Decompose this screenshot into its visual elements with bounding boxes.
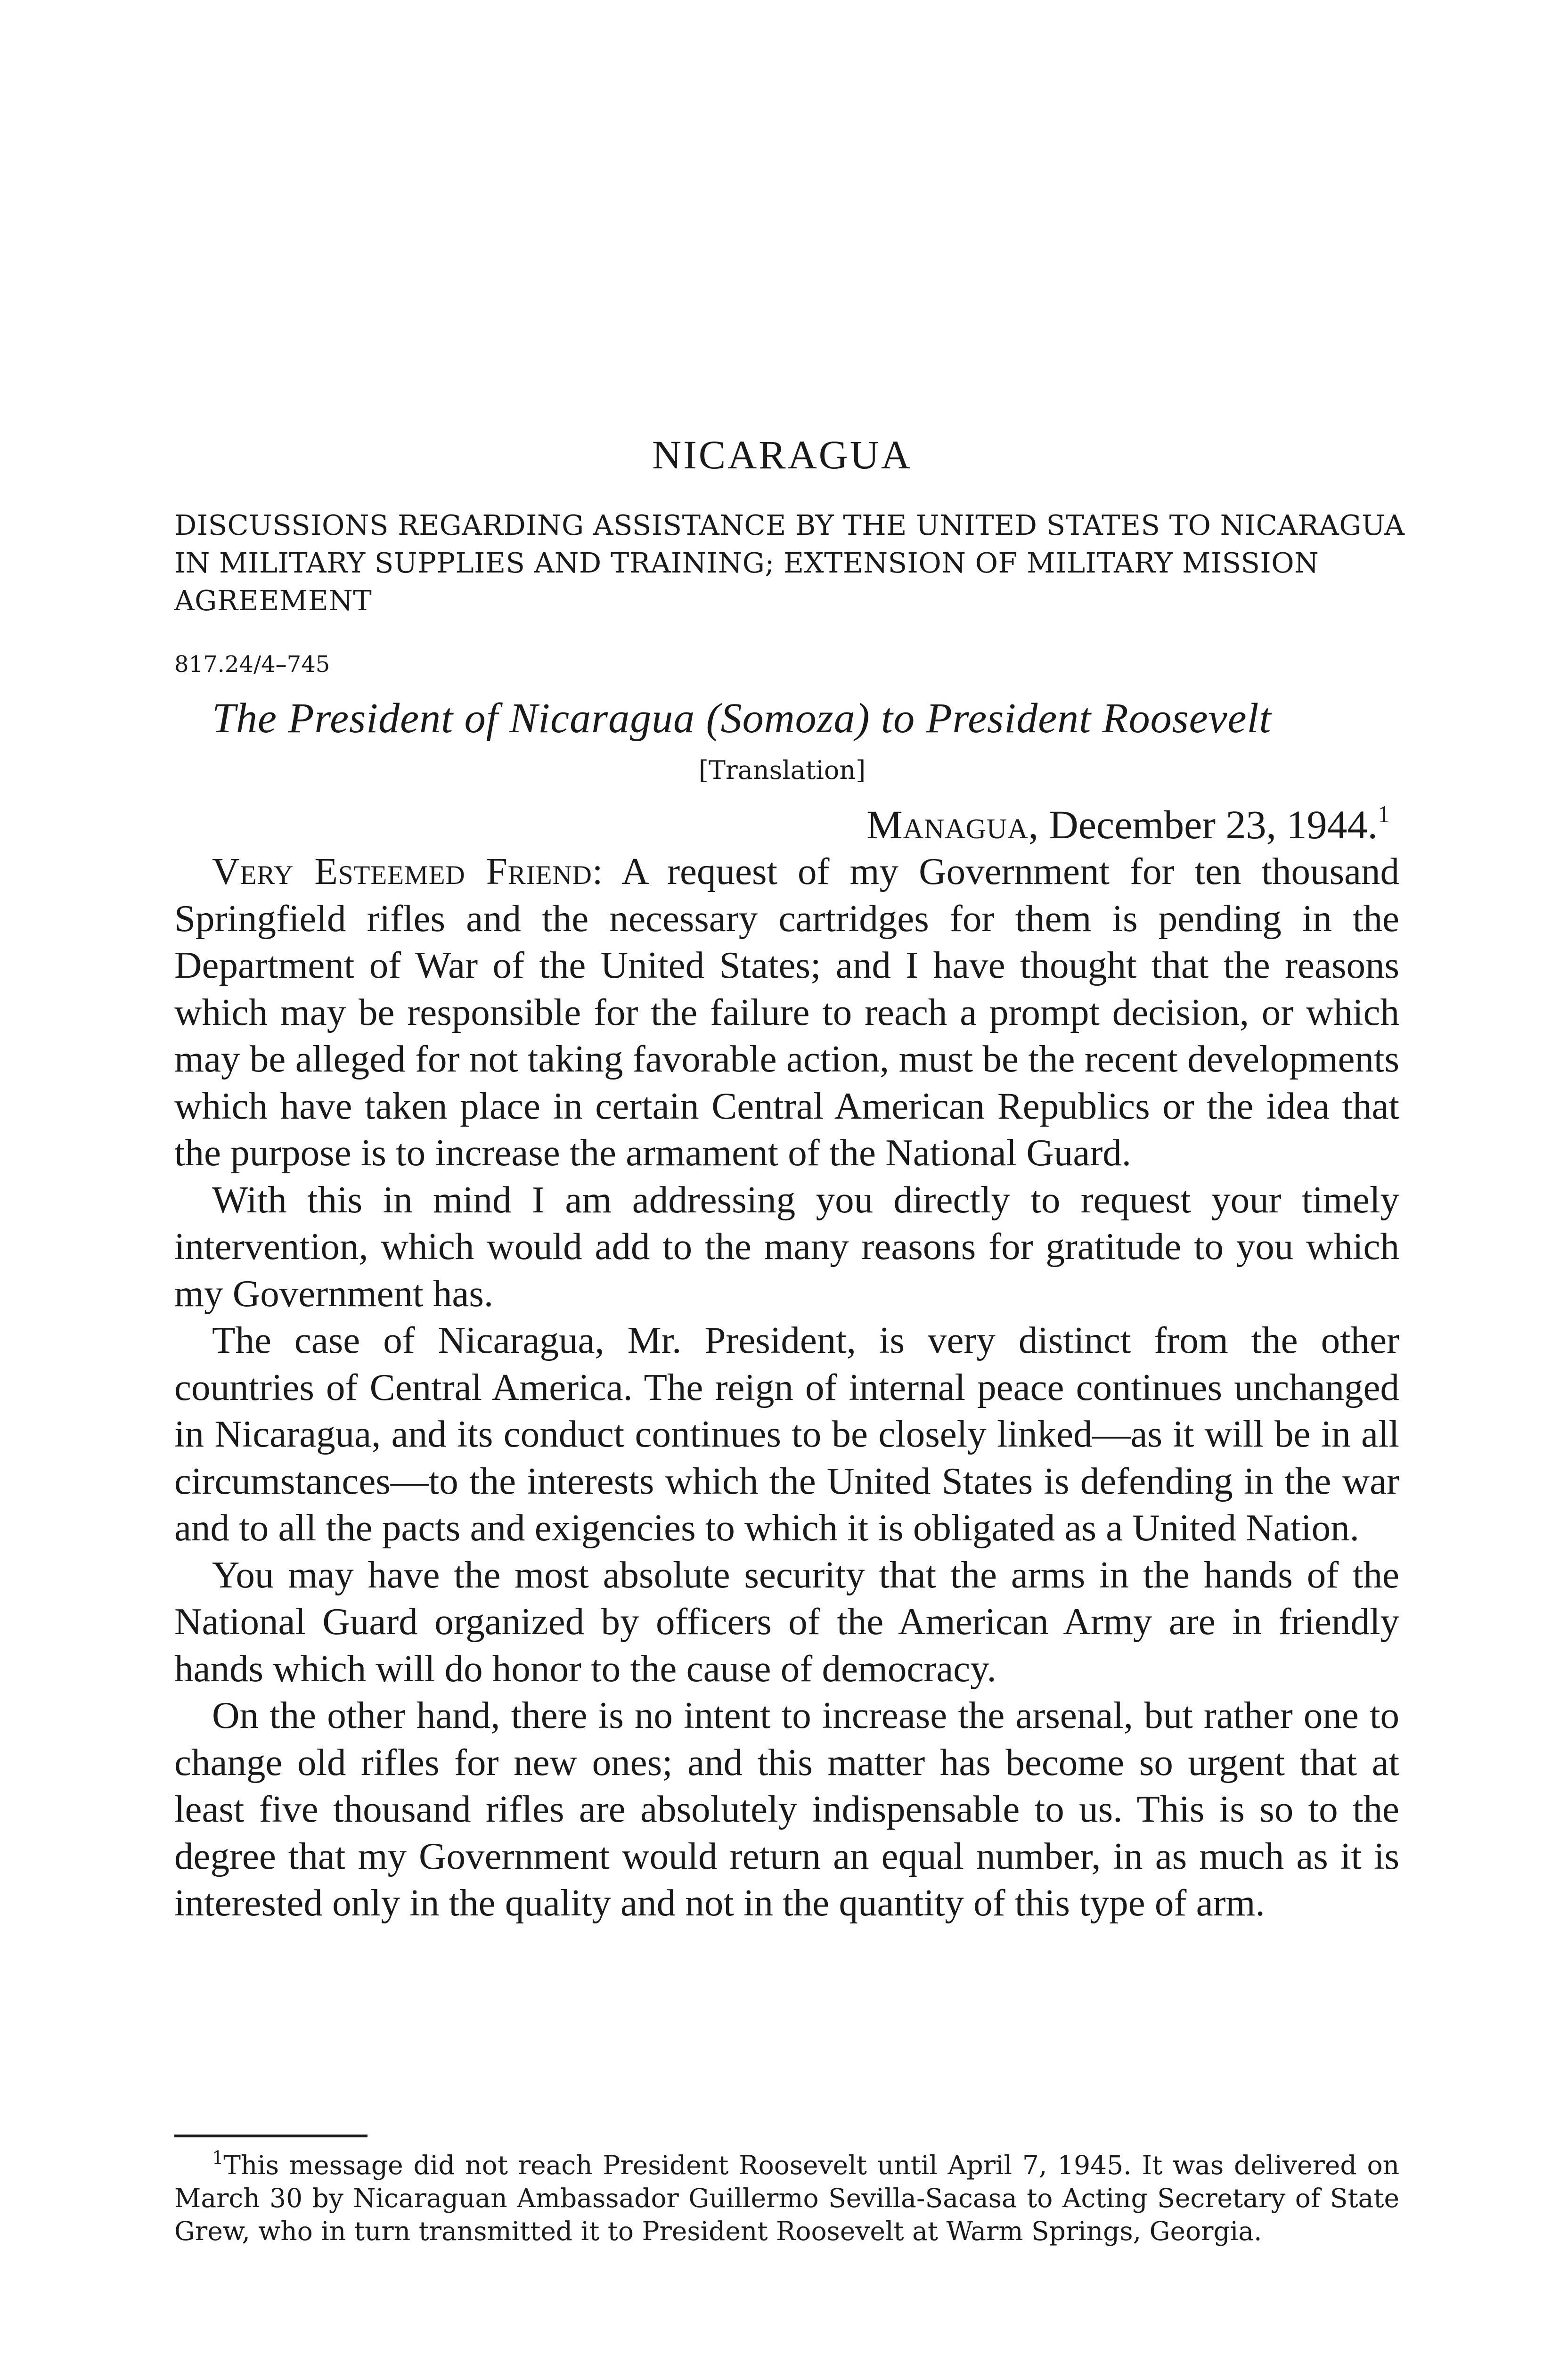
footnote-reference: 1 <box>1378 801 1390 828</box>
translation-note: [Translation] <box>698 755 866 785</box>
paragraph: On the other hand, there is no intent to increase the arsenal, but rather one to change old rifles for new ones; and this matter has become so urgent that at least five thousand rifles are absolutely indispensable to us. This is so to the degree that my Government would return an equal number, in as much as it is interested only in the quality and not in the quantity of this type of arm. <box>174 1694 1399 1924</box>
footnote <box>174 2149 1399 2248</box>
dateline-place: Managua, <box>866 802 1039 847</box>
dateline-date: December 23, 1944. <box>1039 802 1378 847</box>
subject-heading: DISCUSSIONS REGARDING ASSISTANCE BY THE UNITED STATES TO NICARAGUA IN MILITARY SUPPLIES AND TRAINING; EXTENSION OF MILITARY MISSION AGREEMENT <box>174 509 1405 617</box>
paragraph <box>174 848 1399 1177</box>
letter-body <box>174 848 1399 1927</box>
paragraph-text: A request of my Government for ten thousand Springfield rifles and the necessary cartridges for them is pending in the Department of War of the United States; and I have thought that the reasons which may be responsible for the failure to reach a prompt decision, or which may be alleged for not taking favorable action, must be the recent developments which have taken place in certain Central American Republics or the idea that the purpose is to increase the armament of the National Guard. <box>174 850 1399 1174</box>
footnote-divider <box>174 2135 368 2137</box>
country-heading: NICARAGUA <box>652 432 912 477</box>
document-heading: The President of Nicaragua (Somoza) to President Roosevelt <box>212 695 1272 742</box>
footnote-marker: 1 <box>212 2147 224 2168</box>
dateline <box>866 801 1390 848</box>
paragraph: You may have the most absolute security that the arms in the hands of the National Guard organized by officers of the American Army are in friendly hands which will do honor to the cause of democracy. <box>174 1553 1399 1690</box>
paragraph: With this in mind I am addressing you directly to request your timely intervention, which would add to the many reasons for gratitude to you which my Government has. <box>174 1178 1399 1315</box>
salutation: Very Esteemed Friend: <box>212 850 604 892</box>
footnote-text: This message did not reach President Roosevelt until April 7, 1945. It was delivered on March 30 by Nicaraguan Ambassador Guillermo Sevilla-Sacasa to Acting Secretary of State Grew, who in turn transmitted it to President Roosevelt at Warm Springs, Georgia. <box>174 2150 1399 2246</box>
paragraph: The case of Nicaragua, Mr. President, is very distinct from the other countries of Central America. The reign of internal peace continues unchanged in Nicaragua, and its conduct continues to be closely linked—as it will be in all circumstances—to the interests which the United States is defending in the war and to all the pacts and exigencies to which it is obligated as a United Nation. <box>174 1319 1399 1549</box>
file-number: 817.24/4–745 <box>174 651 330 678</box>
